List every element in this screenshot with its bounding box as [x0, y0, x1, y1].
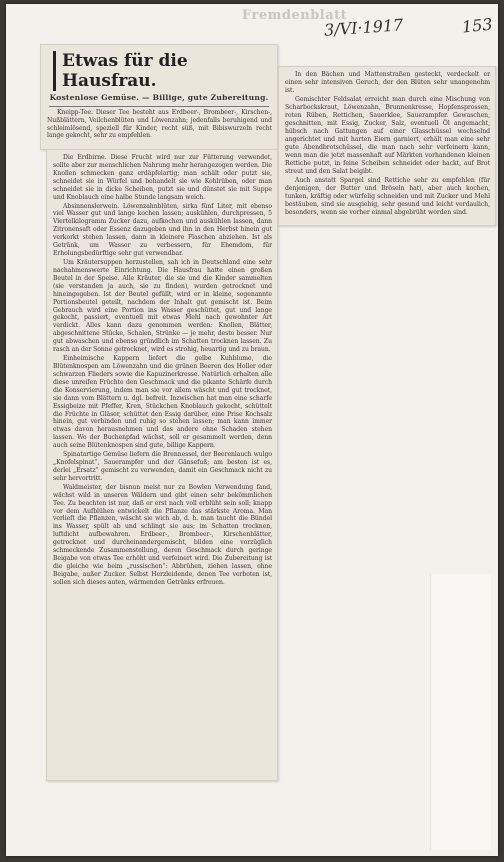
clipping-column-right: [278, 66, 496, 226]
divider: [49, 106, 269, 107]
handwritten-date: 3/VI·1917: [323, 15, 404, 40]
paragraph: Um Kräutersuppen herzustellen, sah ich in Deutschland eine sehr nachahmenswerte Einrichtung. Die Hausfrau hatte einen großen Beutel in der Speise. Alle Kräuter, die sie und die Kinder sammelten (sie verstanden ja auch, sie zu finden), wurden getrocknet und hineingegeben. Ist der Beutel gefüllt, wird er in kleine, sogenannte Portionsbeutel geteilt, nachdem der Inhalt gut gemischt ist. Beim Gebrauch wird eine Portion ins Wasser geschüttet, gut und lange gekocht, passiert, eventuell mit etwas Mehl nach gewohnter Art verdickt. Alles kann dazu genommen werden: Knollen, Blätter, abgeschnittene Stücke, Schalen, Strünke — je mehr, desto besser. Nur gut abwaschen und ebenso gründlich im Schatten trocknen lassen. Zu rasch an der Sonne getrocknet, wird es strohig, heuartig und zu braun.: [53, 258, 272, 354]
newspaper-stamp: Fremdenblatt: [242, 8, 348, 23]
article-headline: Etwas für die Hausfrau.: [53, 51, 269, 91]
paragraph: Waldmeister, der bisnun meist nur zu Bowlen Verwendung fand, wächst wild in unseren Wäldern und gibt einen sehr bekömmlichen Tee. Zu beachten ist nur, daß er erst nach voll erblüht sein soll; knapp vor dem Aufblühen entwickelt die Pflanze das stärkste Aroma. Man verlieft die Pflanzen, wäscht sie wich ab, d. h. man taucht die Bündel ins Wasser, spült ab und schlingt sie aus; im Schatten trocknen, luftdicht aufbewahren. Erdbeer-, Brombeer-, Kirschenblätter, getrocknet und durcheinandergemischt, bilden eine vorzüglich schmeckende Zusammenstellung, deren Geschmack durch geringe Beigabe von etwas Tee erhöht und verfeinert wird. Die Zubereitung ist die gleiche wie beim „russischen“: Abbrühen, ziehen lassen, ohne Beigabe, außer Zucker. Selbst Herzleidende, denen Tee verboten ist, sollen sich dieses auten, wärmenden Getränks erfreuen.: [53, 483, 272, 586]
clipping-column-left: [46, 149, 278, 781]
paragraph: Spinatartige Gemüse liefern die Brennessel, der Beerenlauch wulgo „Knofelspinat“, Sauerampfer und der Gänsefuß; am besten ist es, derlei „Ersatz“ gemischt zu verwenden, damit ein Geschmack nicht zu sehr hervortritt.: [53, 451, 272, 482]
page-number: 153: [461, 14, 494, 37]
paragraph: Absinnenslerwein. Löwenzahnblüten, sirka fünf Liter, mit ebenso viel Wasser gut und lange kochen lassen; auskühlen, durchpressen, 5 Viertelkilogramm Zucker dazu, aufkochen und auskühlen lassen, dann Zitronensaft oder Essenz dazugeben und ihn in den Herbst hinein gut verkorkt stehen lassen, dann in kleinere Flaschen abziehen. Ist als Getränk, um Wasser zu verbessern, für Ehemdom, für Erholungsbedürftige sehr gut verwendbar.: [53, 202, 272, 258]
paragraph: Gemischter Feldsalat erreicht man durch eine Mischung von Scharbockskraut, Löwenzahn, Brunnenkresse, Hopfensprossen, roten Rüben, Rettichen, Sauerklee, Sauerampfer. Gewaschen, geschnitten, mit Essig, Zucker, Salz, eventuell Öl angemacht, hübsch nach Gattungen auf einer Glasschüssel wechselnd angerichtet und mit harten Eiern garniert, erhält man eine sehr gute Abendbrotschüssel, die man nach sehr verfeinern kann, wenn man die jetzt massenhaft auf Märkten vorhandenen kleinen Rettiche putzt, in feine Scheiben schneidet oder hackt, auf Brot streut und den Salat beigibt.: [285, 96, 490, 175]
archive-page: [6, 4, 498, 856]
paragraph: Die Erdbirne. Diese Frucht wird nur zur Fütterung verwendet, sollte aber zur menschlichen Nahrung mehr herangezogen werden. Die Knollen schmecken ganz erdäpfelartig; man schält oder putzt sie, schneidet sie in Würfel und behandelt sie wie Kohlrüben, oder man schneidet sie in dicke Scheiben, putzt sie und dünstet sie mit Suppe und Knoblauch eine halbe Stunde langsam weich.: [53, 154, 272, 201]
paper-strip: [430, 574, 491, 850]
paragraph: Auch anstatt Spargel sind Rettiche sehr zu empfehlen (für denjenigen, der Butter und Bröseln hat), aber auch kochen, tunken, kräftig oder würfelig schneiden und mit Zucker und Mehl bestäuben, sind sie ausgiebig, sehr gesund und leicht verdaulich, besonders, wenn sie vorher einmal abgebrüht worden sind.: [285, 177, 490, 216]
paragraph: Einheimische Kappern liefert die gelbe Kuhblume, die Blütenknospen am Löwenzahn und die grünen Beeren des Holler oder schwarzen Flieders sowie die Kapuzinerkresse. Natürlich erhalten alle diese unreifen Früchte den Geschmack und die pikante Schärfe durch die Konservierung, indem man sie vor allem wäscht und gut trocknet, sie dann vom Blättern u. dgl. befreit. Inzwischen hat man eine scharfe Essigbeize mit Pfeffer, Kren, Stückchen Knoblauch gekocht, schüttelt die Früchte in Gläser, schüttet den Essig darüber, eine Prise Kochsalz hinein, gut verbinden und ruhig so stehen lassen; man kann immer etwas davon herausnehmen und das andere ohne Schaden stehen lassen. Wo der Buchenpfad wächst, soll er gesammelt werden, denn auch seine Blütenknospen sind gute, billige Kappern.: [53, 355, 272, 450]
paragraph: Kneipp-Tee. Dieser Tee besteht aus Erdbeer-, Brombeer-, Kirschen-, Nußblättern, Veilchenblüten und Löwenzahn; jedenfalls beruhigend und schleimlösend, speziell für Kinder, recht süß, mit Bibiswurzeln recht lange gekocht, sehr zu empfehlen.: [47, 109, 272, 140]
clipping-header: [40, 44, 278, 150]
article-subheading: Kostenlose Gemüse. — Billige, gute Zubereitung.: [49, 93, 269, 102]
paragraph: In den Bächen und Mattenstraßen gesteckt, verdeckelt er einen sehr intensiven Geruch, der den Blüten sehr unangenehm ist.: [285, 71, 490, 94]
